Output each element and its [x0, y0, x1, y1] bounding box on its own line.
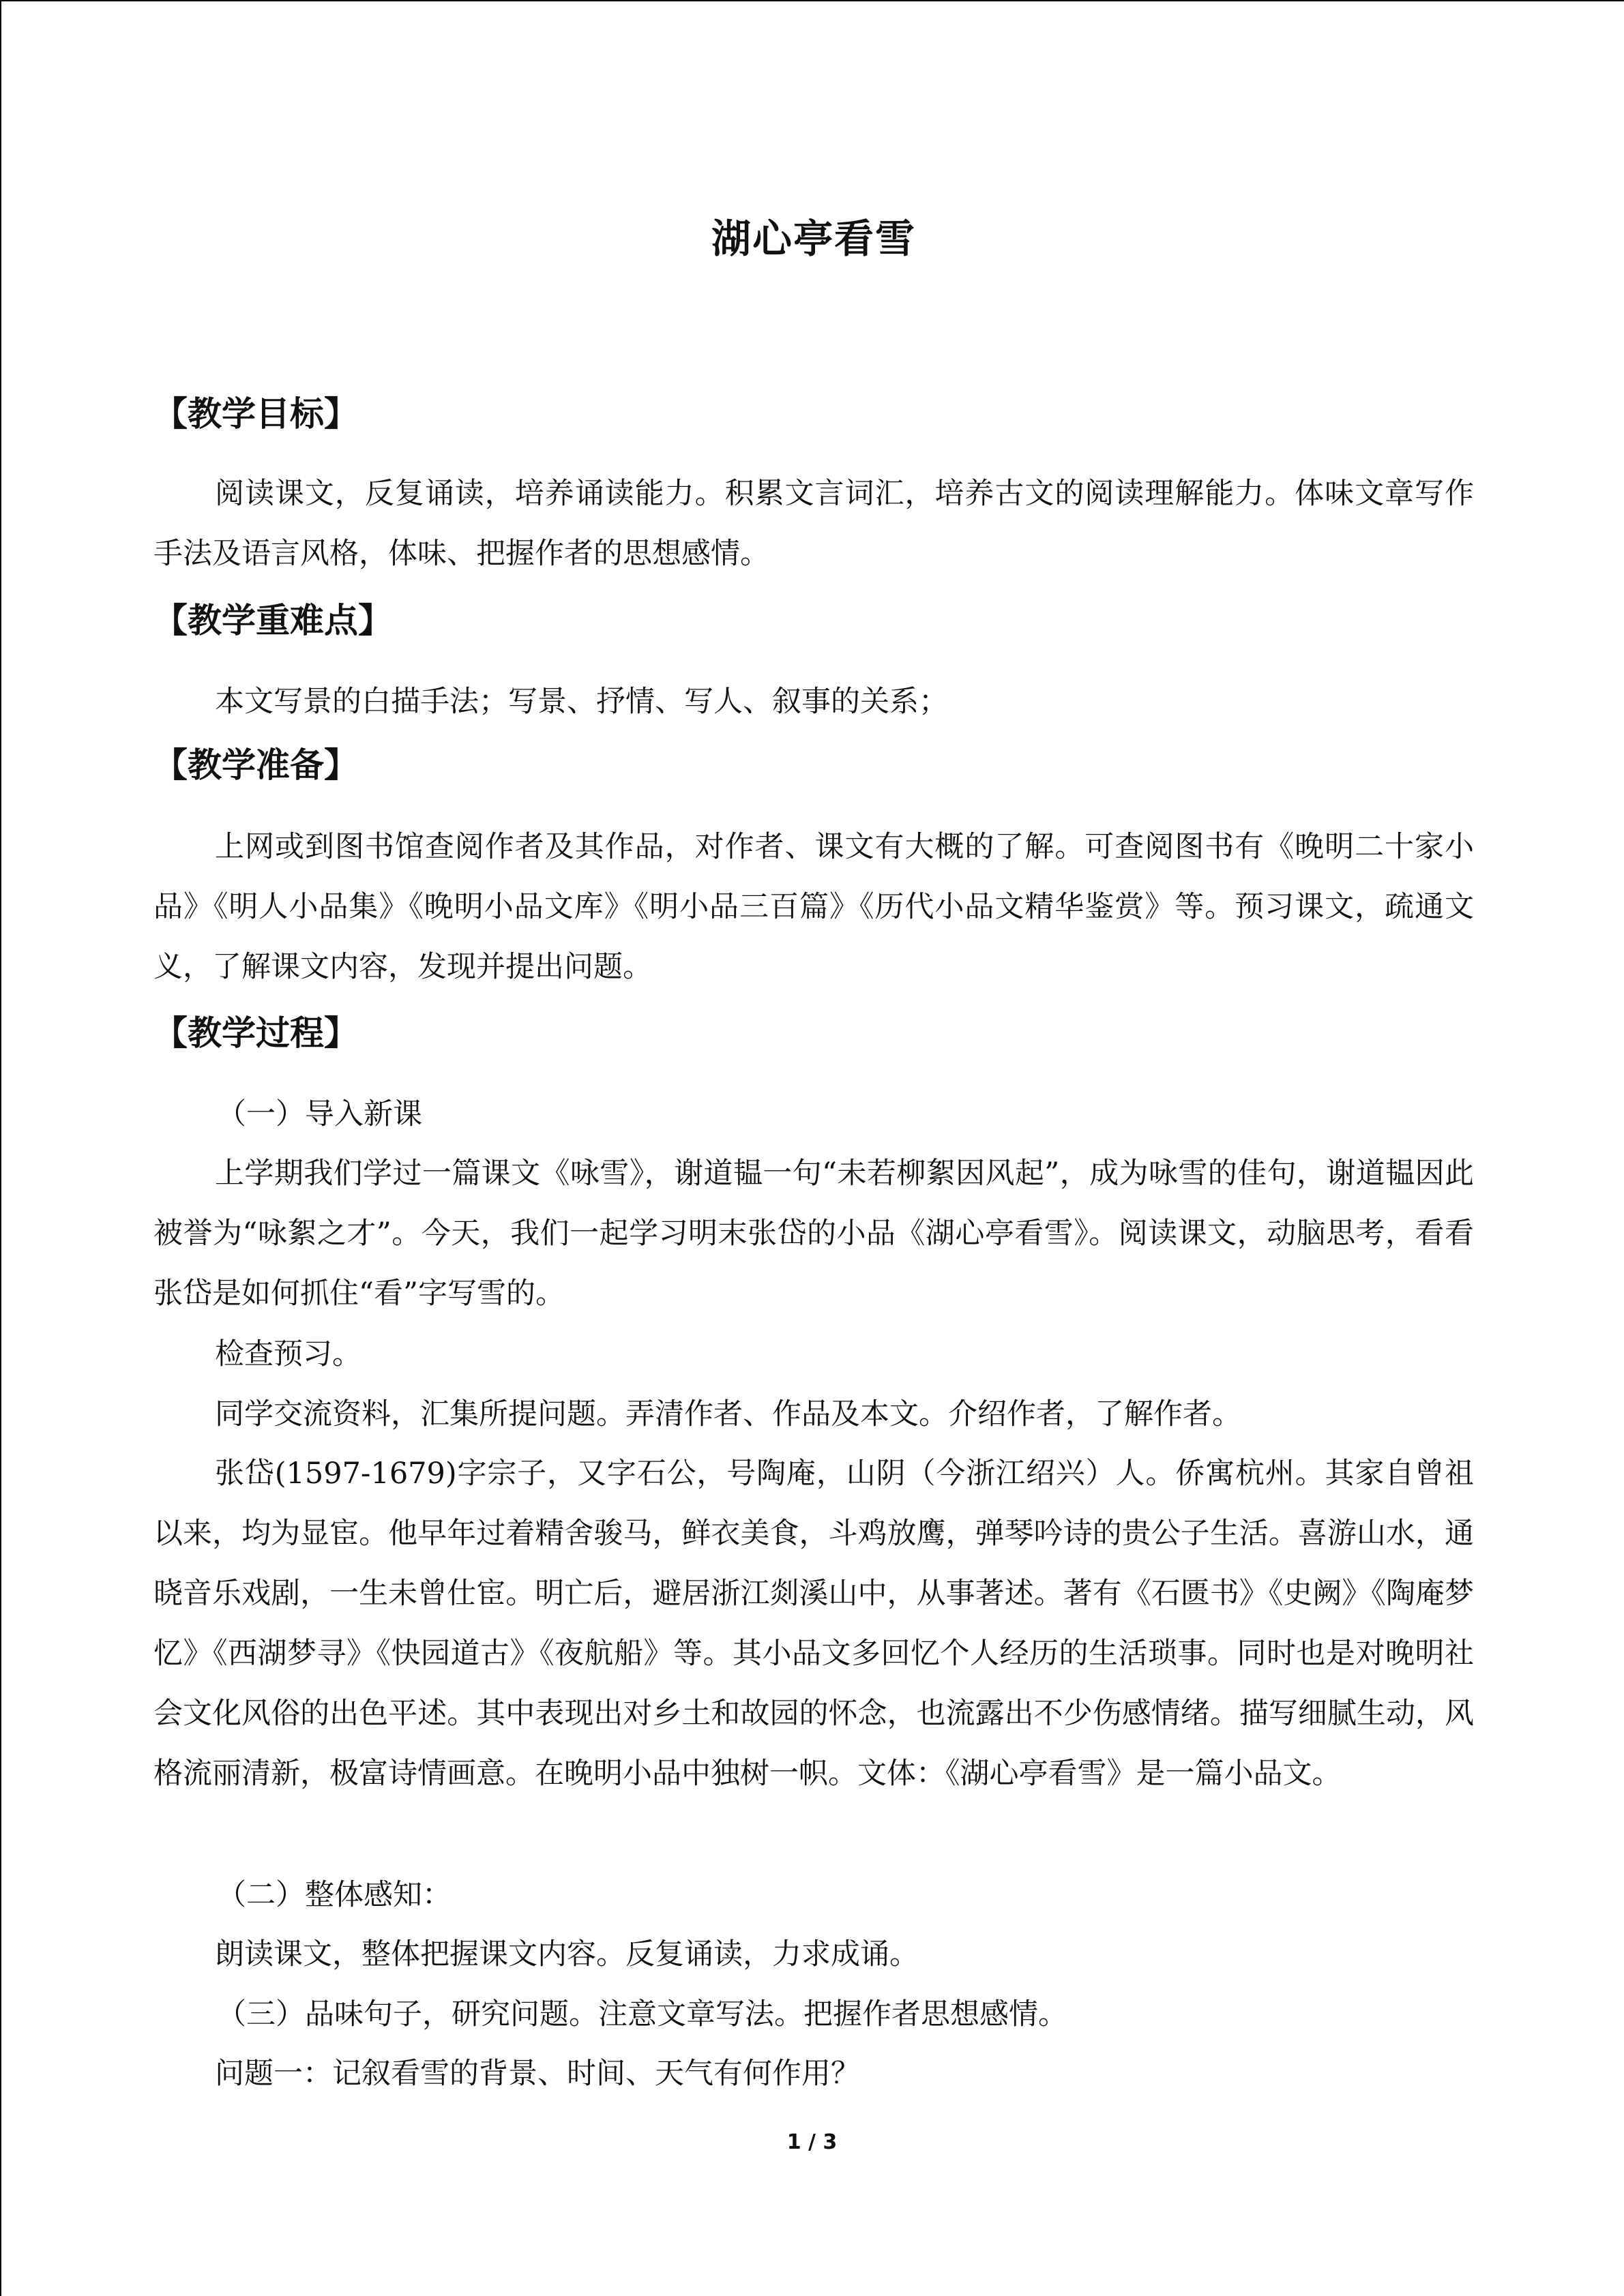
heading-key-points: 【教学重难点】: [153, 601, 392, 640]
exchange-line: 同学交流资料，汇集所提问题。弄清作者、作品及本文。介绍作者，了解作者。: [215, 1397, 1241, 1431]
author-bio-paragraph: 张岱(1597-1679)字宗子，又字石公，号陶庵，山阴（今浙江绍兴）人。侨寓杭州。其家自曾祖以来，均为显宦。他早年过着精舍骏马，鲜衣美食，斗鸡放鹰，弹琴吟诗的贵公子生活。喜游山水，通晓音乐戏剧，一生未曾仕宦。明亡后，避居浙江剡溪山中，从事著述。著有《石匮书》《史阙》《陶庵梦忆》《西湖梦寻》《快园道古》《夜航船》等。其小品文多回忆个人经历的生活琐事。同时也是对晚明社会文化风俗的出色平述。其中表现出对乡土和故园的怀念，也流露出不少伤感情绪。描写细腻生动，风格流丽清新，极富诗情画意。在晚明小品中独树一帜。文体：《湖心亭看雪》是一篇小品文。: [153, 1457, 1474, 1791]
step1-paragraph: 上学期我们学过一篇课文《咏雪》，谢道韫一句“未若柳絮因风起”，成为咏雪的佳句，谢道韫因此被誉为“咏絮之才”。今天，我们一起学习明末张岱的小品《湖心亭看雪》。阅读课文，动脑思考，看看张岱是如何抓住“看”字写雪的。: [153, 1157, 1474, 1311]
heading-teaching-goals: 【教学目标】: [153, 394, 358, 434]
document-title: 湖心亭看雪: [711, 215, 916, 262]
check-preview-line: 检查预习。: [215, 1337, 361, 1371]
heading-preparation: 【教学准备】: [153, 745, 358, 785]
preparation-paragraph: 上网或到图书馆查阅作者及其作品，对作者、课文有大概的了解。可查阅图书有《晚明二十家小品》《明人小品集》《晚明小品文库》《明小品三百篇》《历代小品文精华鉴赏》等。预习课文，疏通文义，了解课文内容，发现并提出问题。: [153, 830, 1474, 984]
step2-title: （二）整体感知：: [217, 1878, 452, 1912]
page-number: 1 / 3: [786, 2130, 838, 2154]
key-points-paragraph: 本文写景的白描手法；写景、抒情、写人、叙事的关系；: [215, 685, 948, 719]
heading-teaching-process: 【教学过程】: [153, 1013, 358, 1053]
goals-paragraph: 阅读课文，反复诵读，培养诵读能力。积累文言词汇，培养古文的阅读理解能力。体味文章写作手法及语言风格，体味、把握作者的思想感情。: [153, 477, 1474, 571]
step2-paragraph: 朗读课文，整体把握课文内容。反复诵读，力求成诵。: [215, 1937, 919, 1971]
question-one: 问题一：记叙看雪的背景、时间、天气有何作用？: [215, 2057, 860, 2091]
step1-title: （一）导入新课: [217, 1097, 422, 1131]
step3-title: （三）品味句子，研究问题。注意文章写法。把握作者思想感情。: [217, 1997, 1067, 2031]
